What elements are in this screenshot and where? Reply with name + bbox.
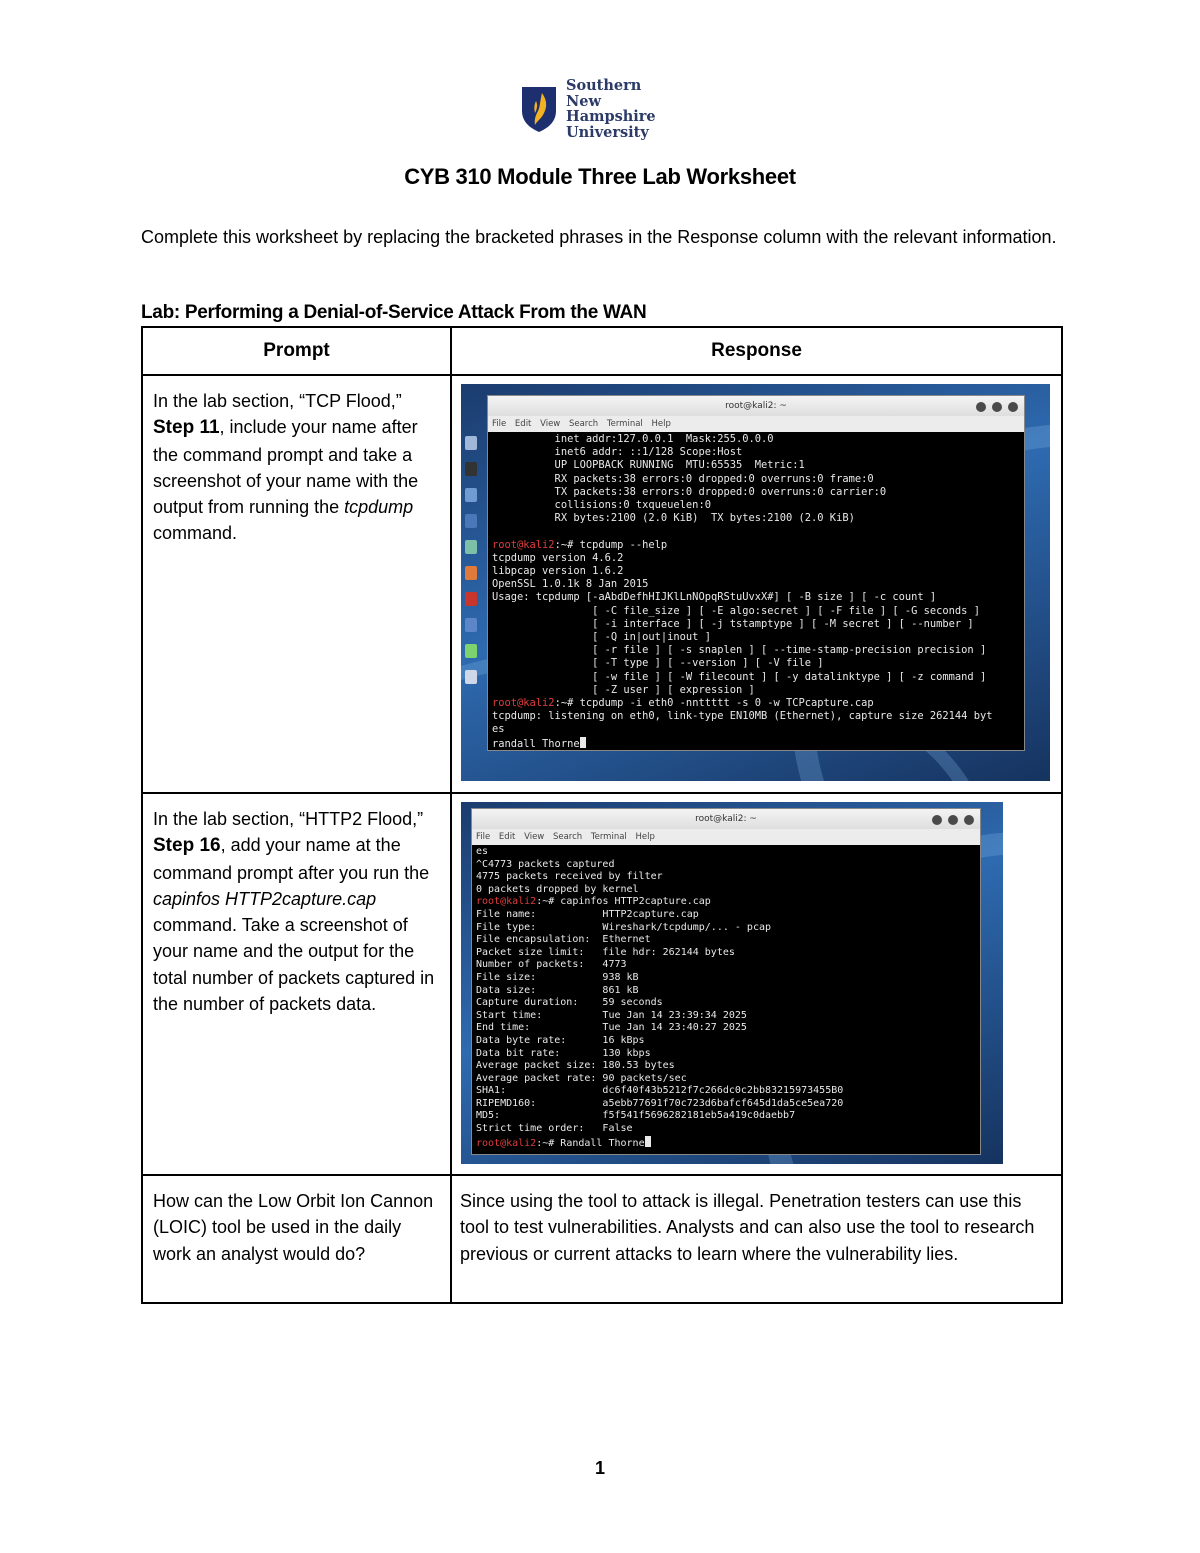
terminal-line: RX bytes:2100 (2.0 KiB) TX bytes:2100 (2.0 KiB) — [492, 512, 855, 525]
terminal-line: [ -T type ] [ --version ] [ -V file ] — [492, 657, 824, 670]
tcpdump-screenshot — [461, 384, 1050, 781]
terminal-menubar[interactable]: File Edit View Search Terminal Help — [488, 416, 1024, 432]
command-text: :~# tcpdump --help — [554, 538, 668, 551]
cursor — [580, 737, 586, 748]
terminal-line: File name: HTTP2capture.cap — [476, 908, 699, 920]
terminal-line: inet addr:127.0.0.1 Mask:255.0.0.0 — [492, 433, 774, 445]
terminal-line: [ -Q in|out|inout ] — [492, 631, 711, 644]
terminal-line: [ -Z user ] [ expression ] — [492, 683, 755, 696]
terminal-line: es — [476, 846, 489, 857]
prompt-cell — [142, 375, 451, 793]
command-text: :~# capinfos HTTP2capture.cap — [536, 896, 711, 908]
terminal-line: [ -w file ] [ -W filecount ] [ -y datalinktype ] [ -z command ] — [492, 670, 987, 683]
output-block — [492, 552, 1020, 697]
prompt-user: root@kali2 — [492, 538, 555, 551]
prompt-line — [476, 896, 976, 909]
terminal-line: File type: Wireshark/tcpdump/... - pcap — [476, 921, 772, 933]
table-row — [142, 375, 1062, 793]
command-text: :~# tcpdump -i eth0 -nnttttt -s 0 -w TCPcapture.cap — [554, 697, 874, 710]
terminal-output — [488, 432, 1024, 752]
snhu-logo — [520, 77, 690, 141]
terminal-line: [ -r file ] [ -s snaplen ] [ --time-stamp-precision precision ] — [492, 644, 987, 657]
terminal-line: inet6 addr: ::1/128 Scope:Host — [492, 446, 743, 459]
terminal-line — [492, 525, 1020, 538]
worksheet-table — [141, 326, 1063, 1304]
prompt-part: command. — [153, 523, 238, 544]
dock-app-icon — [465, 514, 477, 528]
instructions: Complete this worksheet by replacing the bracketed phrases in the Response column with the relevant information. — [141, 227, 1057, 247]
snhu-shield-flame-icon — [520, 85, 558, 133]
terminal-title: root@kali2: ~ — [695, 814, 757, 824]
minimize-icon[interactable] — [976, 402, 986, 412]
response-cell — [451, 793, 1062, 1175]
logo-line-2: New Hampshire — [566, 92, 656, 125]
terminal-line: File size: 938 kB — [476, 971, 639, 983]
terminal-titlebar — [472, 809, 980, 829]
terminal-line: OpenSSL 1.0.1k 8 Jan 2015 — [492, 578, 649, 591]
command-name: capinfos HTTP2capture.cap — [153, 888, 377, 909]
terminal-line: End time: Tue Jan 14 23:40:27 2025 — [476, 1022, 747, 1034]
output-block — [476, 846, 976, 896]
lab-heading: Lab: Performing a Denial-of-Service Attack From the WAN — [141, 302, 647, 323]
close-icon[interactable] — [1008, 402, 1018, 412]
terminal-line: Data byte rate: 16 kBps — [476, 1034, 645, 1046]
output-block — [492, 433, 1020, 539]
terminal-title: root@kali2: ~ — [725, 401, 787, 411]
table-row — [142, 793, 1062, 1175]
dock-app-icon — [465, 618, 477, 632]
dock-app-icon — [465, 644, 477, 658]
typed-name: randall Thorne — [492, 737, 580, 750]
terminal-line: SHA1: dc6f40f43b5212f7c266dc0c2bb83215973455B0 — [476, 1085, 844, 1097]
desktop-dock — [461, 424, 483, 684]
response-cell — [451, 375, 1062, 793]
terminal-line: 0 packets dropped by kernel — [476, 883, 639, 895]
prompt-text: How can the Low Orbit Ion Cannon (LOIC) tool be used in the daily work an analyst would do? — [153, 1191, 434, 1264]
name-line — [492, 737, 1020, 751]
terminal-line: Average packet rate: 90 packets/sec — [476, 1072, 687, 1084]
logo-line-3: University — [566, 123, 649, 141]
prompt-user: root@kali2 — [492, 697, 555, 710]
page-number: 1 — [594, 1458, 605, 1478]
close-icon[interactable] — [964, 815, 974, 825]
maximize-icon[interactable] — [948, 815, 958, 825]
dock-app-icon — [465, 462, 477, 476]
prompt-user: root@kali2 — [476, 1137, 537, 1149]
output-block — [476, 909, 976, 1136]
terminal-line: Usage: tcpdump [-aAbdDefhHIJKlLnNOpqRStuUvxX#] [ -B size ] [ -c count ] — [492, 591, 937, 604]
dock-app-icon — [465, 436, 477, 450]
terminal-line: File encapsulation: Ethernet — [476, 934, 651, 946]
terminal-line: [ -i interface ] [ -j tstamptype ] [ -M secret ] [ --number ] — [492, 617, 974, 630]
terminal-line: libpcap version 1.6.2 — [492, 565, 624, 578]
terminal-line: Start time: Tue Jan 14 23:39:34 2025 — [476, 1009, 747, 1021]
terminal-line: MD5: f5f541f5696282181eb5a419c0daebb7 — [476, 1110, 796, 1122]
step-label: Step 16 — [153, 835, 221, 857]
logo-line-1: Southern — [566, 77, 642, 94]
command-text: :~# Randall Thorne — [536, 1137, 645, 1149]
terminal-line: Capture duration: 59 seconds — [476, 997, 663, 1009]
terminal-line: 4775 packets received by filter — [476, 871, 663, 883]
terminal-line: collisions:0 txqueuelen:0 — [492, 499, 711, 512]
table-row — [142, 1175, 1062, 1303]
terminal-line: TX packets:38 errors:0 dropped:0 overruns:0 carrier:0 — [492, 485, 887, 498]
terminal-line: tcpdump version 4.6.2 — [492, 551, 624, 564]
header-prompt: Prompt — [142, 327, 451, 375]
terminal-output — [472, 845, 980, 1151]
output-block — [492, 710, 1020, 736]
prompt-part: , add your name at the command prompt after you run the — [153, 835, 430, 883]
terminal-window — [471, 808, 981, 1155]
worksheet-title: CYB 310 Module Three Lab Worksheet — [404, 164, 796, 189]
terminal-line: Packet size limit: file hdr: 262144 bytes — [476, 946, 735, 958]
prompt-part: , include your name after the command prompt and take a screenshot of your name with the output from running the — [153, 417, 419, 518]
table-header-row — [142, 327, 1062, 375]
capinfos-screenshot — [461, 802, 1003, 1164]
prompt-part: command. Take a screenshot of your name and the output for the total number of packets captured in the number of packets data. — [153, 915, 435, 1015]
cursor — [645, 1136, 651, 1147]
terminal-line: Data size: 861 kB — [476, 984, 639, 996]
command-name: tcpdump — [344, 497, 414, 518]
terminal-line: Strict time order: False — [476, 1123, 633, 1135]
terminal-titlebar — [488, 396, 1024, 416]
minimize-icon[interactable] — [932, 815, 942, 825]
terminal-line: RIPEMD160: a5ebb77691f70c723d6bafcf645d1da5ce5ea720 — [476, 1097, 844, 1109]
terminal-line: ^C4773 packets captured — [476, 858, 615, 870]
dock-app-icon — [465, 540, 477, 554]
terminal-line: Average packet size: 180.53 bytes — [476, 1060, 675, 1072]
prompt-part: In the lab section, “TCP Flood,” — [153, 391, 402, 411]
header-response: Response — [451, 327, 1062, 375]
terminal-line: Number of packets: 4773 — [476, 959, 627, 971]
prompt-text — [143, 794, 450, 1017]
prompt-part: In the lab section, “HTTP2 Flood,” — [153, 809, 424, 829]
dock-app-icon — [465, 566, 477, 580]
step-label: Step 11 — [153, 417, 220, 439]
maximize-icon[interactable] — [992, 402, 1002, 412]
dock-app-icon — [465, 670, 477, 684]
response-cell — [451, 1175, 1062, 1303]
prompt-cell — [142, 793, 451, 1175]
dock-app-icon — [465, 592, 477, 606]
terminal-window — [487, 395, 1025, 751]
terminal-line: [ -C file_size ] [ -E algo:secret ] [ -F file ] [ -G seconds ] — [492, 604, 980, 617]
prompt-line — [476, 1136, 976, 1151]
terminal-line: UP LOOPBACK RUNNING MTU:65535 Metric:1 — [492, 459, 805, 472]
prompt-line — [492, 697, 1020, 710]
prompt-text — [143, 376, 450, 547]
terminal-menubar[interactable]: File Edit View Search Terminal Help — [472, 829, 980, 845]
response-text: Since using the tool to attack is illegal. Penetration testers can use this tool to test vulnerabilities. Analysts and can also use the tool to research previous or current attacks to learn where the vulnerability lies. — [460, 1191, 1035, 1264]
terminal-line: es — [492, 723, 505, 736]
logo-text — [566, 78, 690, 140]
prompt-user: root@kali2 — [476, 896, 537, 908]
terminal-line: RX packets:38 errors:0 dropped:0 overruns:0 frame:0 — [492, 472, 874, 485]
terminal-line: Data bit rate: 130 kbps — [476, 1047, 651, 1059]
prompt-line — [492, 539, 1020, 552]
terminal-line: tcpdump: listening on eth0, link-type EN10MB (Ethernet), capture size 262144 byt — [492, 710, 993, 723]
dock-app-icon — [465, 488, 477, 502]
prompt-cell — [142, 1175, 451, 1303]
